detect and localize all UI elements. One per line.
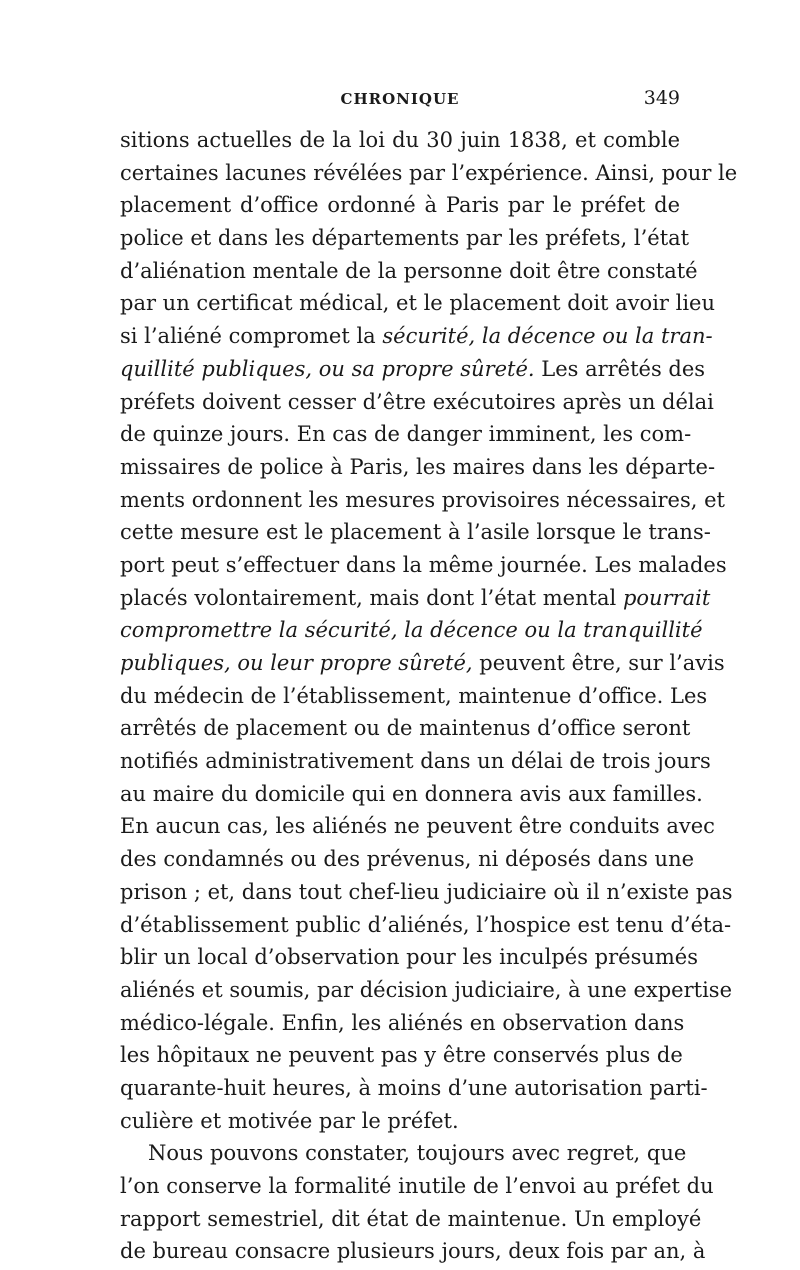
text-line	[120, 1137, 687, 1170]
text-segment: aliénés et soumis, par décision judiciaire, à une expertise	[120, 977, 733, 1002]
text-line	[120, 1072, 708, 1105]
body-text	[120, 124, 738, 1268]
text-segment: d’aliénation mentale de la personne doit être constaté	[120, 258, 698, 283]
text-line	[120, 614, 703, 647]
text-segment: par un certificat médical, et le placement doit avoir lieu	[120, 291, 716, 316]
text-line	[120, 909, 732, 942]
text-segment: rapport semestriel, dit état de maintenue. Un employé	[120, 1206, 702, 1231]
text-segment: placement d’office ordonné à Paris par le préfet de	[120, 193, 680, 218]
text-segment: police et dans les départements par les préfets, l’état	[120, 226, 690, 251]
italic-segment: publiques, ou leur propre sûreté,	[120, 651, 473, 675]
text-segment: l’on conserve la formalité inutile de l’envoi au préfet du	[120, 1174, 714, 1198]
text-line	[120, 778, 703, 811]
text-line	[120, 1235, 706, 1268]
text-line	[120, 1170, 714, 1203]
running-title: CHRONIQUE	[340, 90, 460, 108]
text-line	[120, 1039, 683, 1072]
text-line	[120, 745, 711, 778]
text-segment: placés volontairement, mais dont l’état mental	[120, 585, 623, 610]
text-segment: peuvent être, sur l’avis	[472, 651, 725, 675]
text-line	[120, 974, 733, 1007]
text-segment: ments ordonnent les mesures provisoires nécessaires, et	[120, 487, 725, 512]
text-segment: blir un local d’observation pour les inculpés présumés	[120, 945, 698, 970]
text-segment: Nous pouvons constater, toujours avec regret, que	[148, 1141, 687, 1166]
text-segment: des condamnés ou des prévenus, ni déposés dans une	[120, 847, 695, 872]
text-segment: préfets doivent cesser d’être exécutoires après un délai	[120, 389, 714, 414]
text-segment: prison ; et, dans tout chef-lieu judiciaire où il n’existe pas	[120, 879, 733, 904]
italic-segment: sécurité, la décence ou la tran-	[382, 324, 713, 349]
text-line	[120, 810, 715, 843]
text-line	[120, 222, 690, 255]
text-line	[120, 941, 698, 974]
text-line	[120, 647, 725, 680]
text-segment: d’établissement public d’aliénés, l’hospice est tenu d’éta-	[120, 912, 732, 937]
text-segment: arrêtés de placement ou de maintenus d’office seront	[120, 716, 691, 741]
italic-segment: compromettre la sécurité, la décence ou la tranquillité	[120, 618, 703, 643]
text-segment: médico-légale. Enfin, les aliénés en observation dans	[120, 1010, 685, 1035]
text-segment: missaires de police à Paris, les maires dans les départe-	[120, 454, 716, 479]
text-line	[120, 843, 695, 876]
text-line	[120, 680, 708, 713]
text-segment: au maire du domicile qui en donnera avis aux familles.	[120, 781, 703, 806]
text-segment: de bureau consacre plusieurs jours, deux fois par an, à	[120, 1239, 706, 1264]
text-line	[120, 1105, 680, 1138]
text-line	[120, 157, 738, 190]
text-line	[120, 876, 733, 909]
text-line	[120, 484, 725, 517]
text-line	[120, 287, 716, 320]
text-line	[120, 712, 691, 745]
text-segment: cette mesure est le placement à l’asile lorsque le trans-	[120, 520, 711, 545]
text-line	[120, 124, 680, 157]
text-line	[120, 418, 692, 451]
text-segment: quarante-huit heures, à moins d’une autorisation parti-	[120, 1075, 708, 1100]
text-line	[120, 386, 714, 419]
text-line	[120, 1203, 702, 1236]
text-segment: les hôpitaux ne peuvent pas y être conservés plus de	[120, 1043, 683, 1068]
text-segment: du médecin de l’établissement, maintenue d’office. Les	[120, 683, 708, 708]
running-head	[120, 87, 680, 114]
text-line	[120, 255, 698, 288]
text-line	[120, 1007, 685, 1040]
text-segment: si l’aliéné compromet la	[120, 324, 383, 349]
text-segment: En aucun cas, les aliénés ne peuvent être conduits avec	[120, 814, 715, 839]
text-segment: notifiés administrativement dans un délai de trois jours	[120, 749, 711, 774]
text-segment: sitions actuelles de la loi du 30 juin 1838, et comble	[120, 128, 680, 152]
text-line	[120, 582, 711, 615]
text-line	[120, 320, 713, 353]
text-segment: de quinze jours. En cas de danger imminent, les com-	[120, 422, 692, 447]
italic-segment: quillité publiques, ou sa propre sûreté.	[120, 356, 535, 381]
text-line	[120, 451, 716, 484]
text-line	[120, 353, 706, 386]
text-line	[120, 516, 711, 549]
text-line	[120, 549, 727, 582]
italic-segment: pourrait	[622, 585, 711, 610]
text-segment: certaines lacunes révélées par l’expérience. Ainsi, pour le	[120, 160, 738, 185]
text-segment: Les arrêtés des	[534, 356, 706, 381]
text-segment: culière et motivée par le préfet.	[120, 1108, 459, 1133]
page-number: 349	[643, 87, 680, 109]
text-segment: port peut s’effectuer dans la même journée. Les malades	[120, 552, 727, 577]
text-line	[120, 189, 680, 222]
